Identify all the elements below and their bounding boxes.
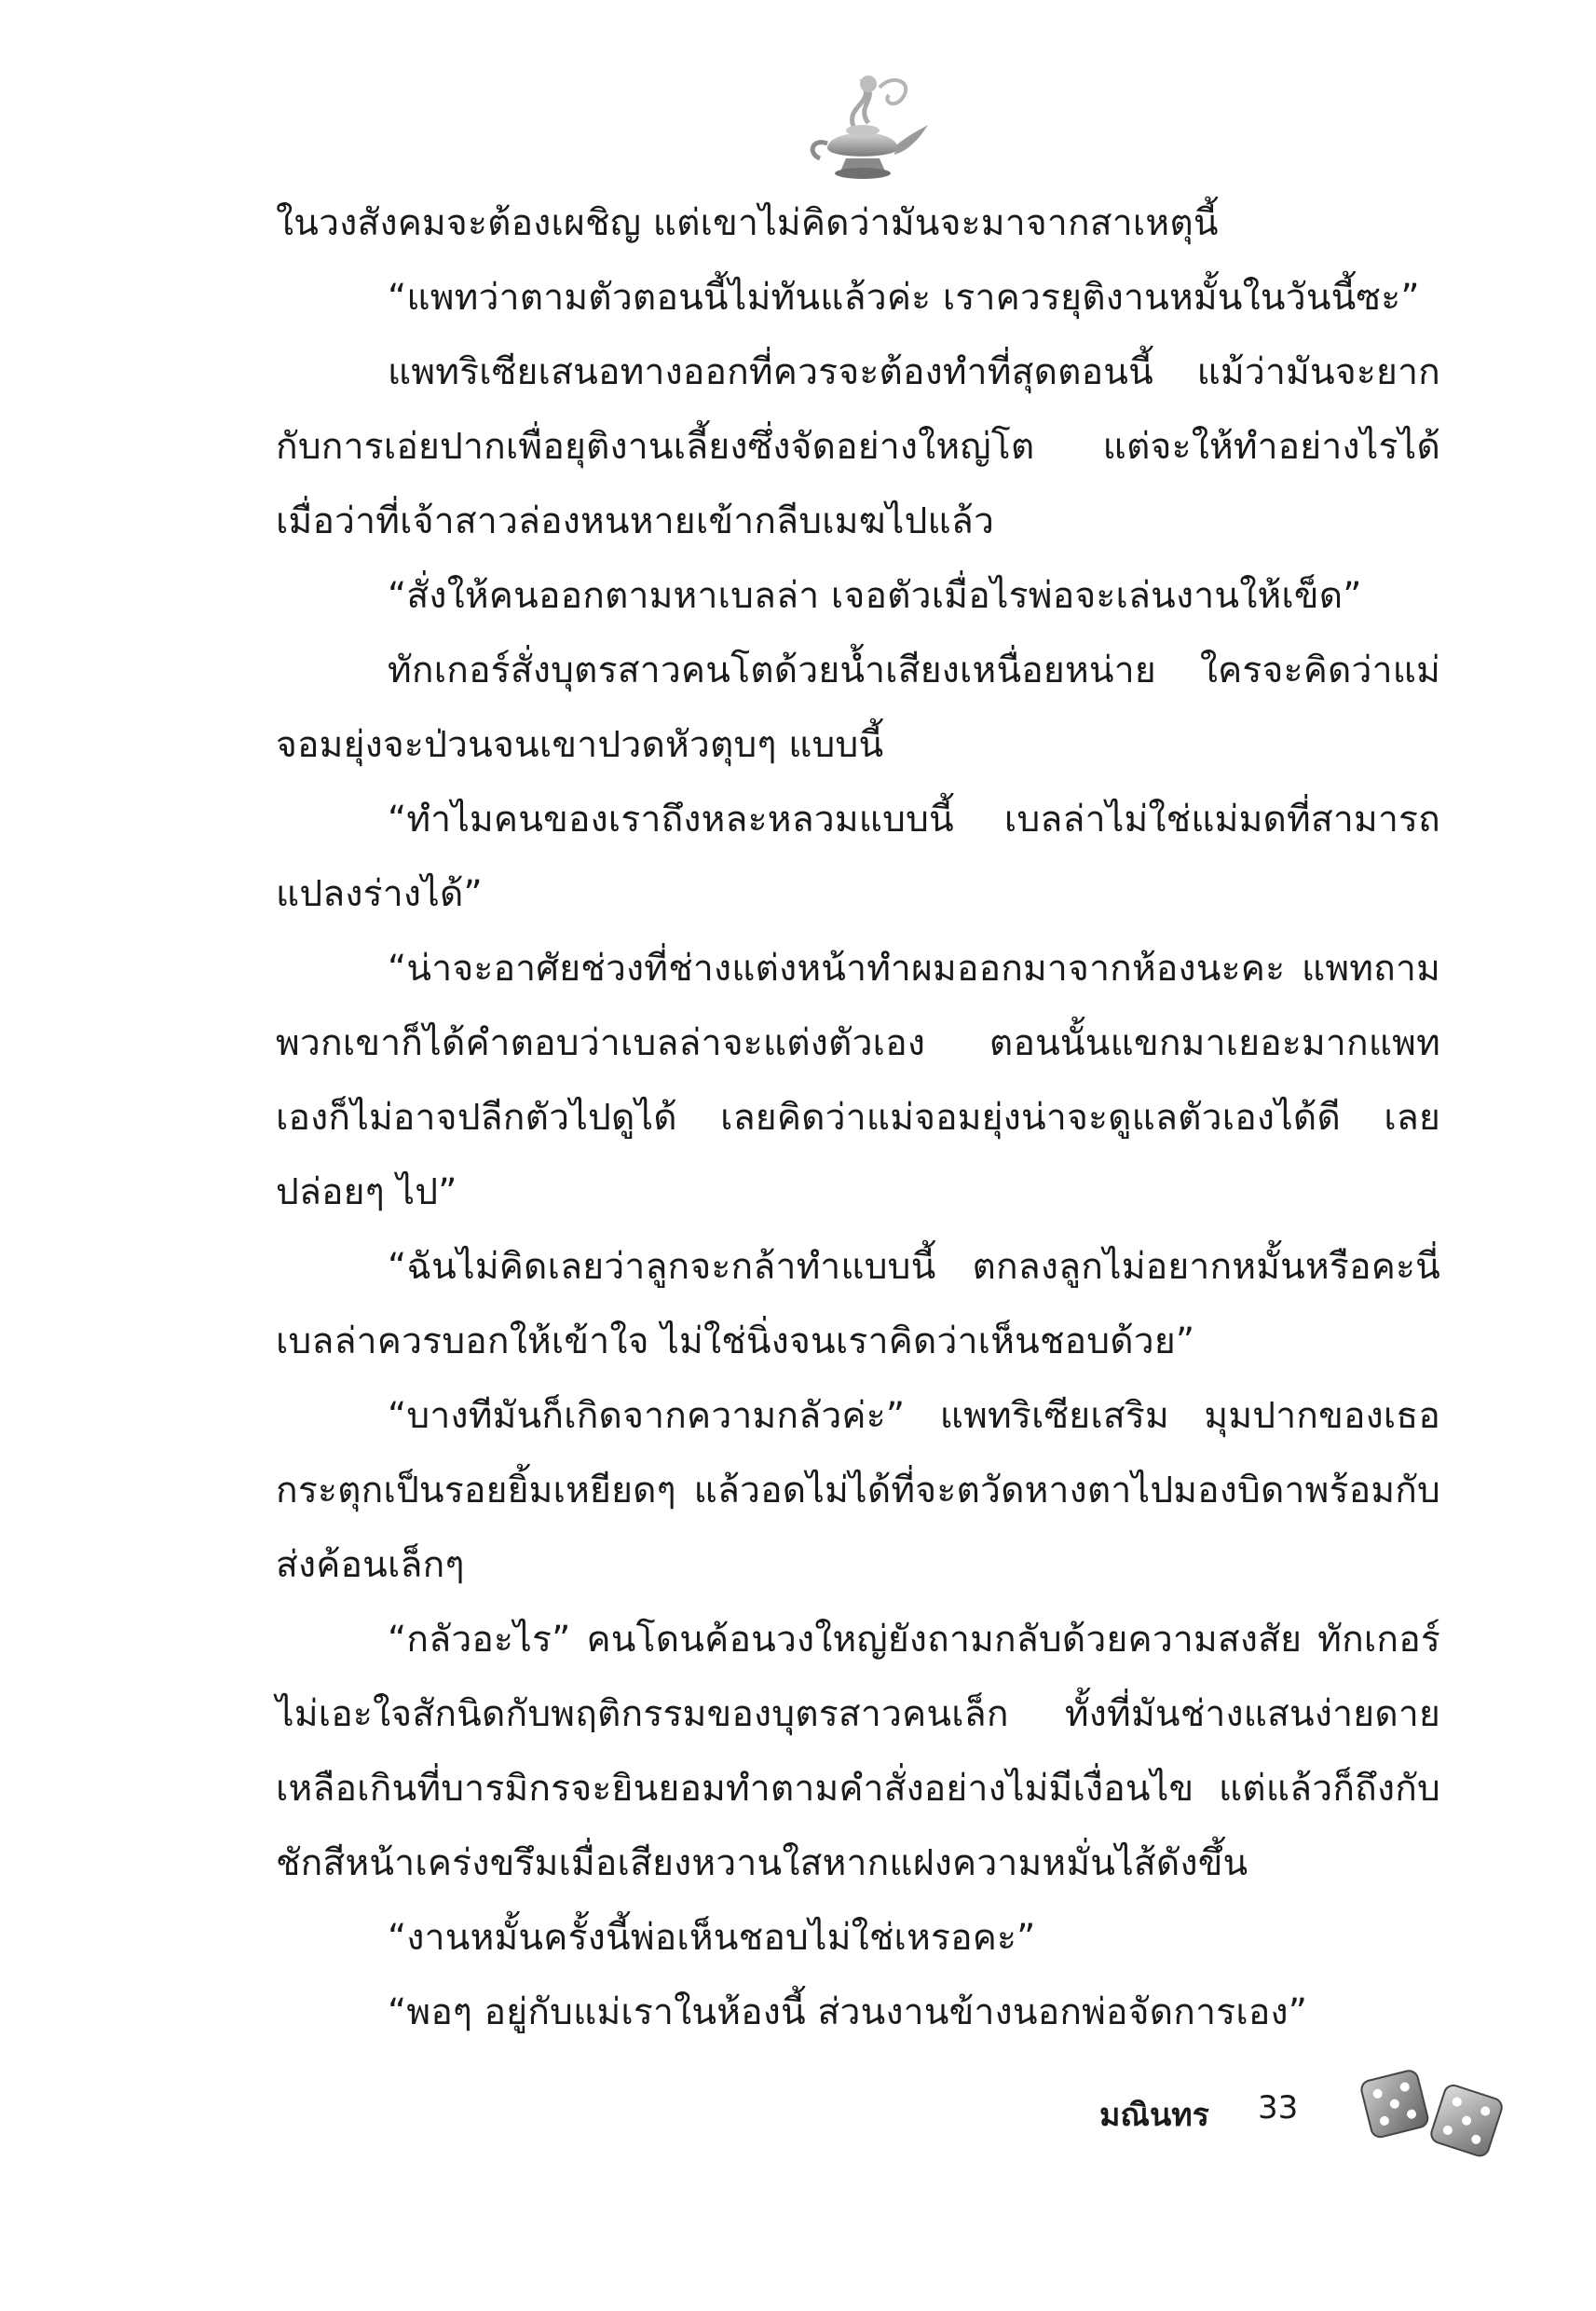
paragraph: “ฉันไม่คิดเลยว่าลูกจะกล้าทำแบบนี้ ตกลงลูกไม่อยากหมั้นหรือคะนี่เบลล่าควรบอกให้เข้าใจ ไม่ใช่นิ่งจนเราคิดว่าเห็นชอบด้วย” [276, 1246, 1440, 1362]
dice-icon [1351, 2067, 1519, 2160]
magic-lamp-icon [799, 69, 930, 190]
page-number: 33 [1258, 2089, 1299, 2126]
paragraph: “พอๆ อยู่กับแม่เราในห้องนี้ ส่วนงานข้างนอกพ่อจัดการเอง” [388, 1991, 1308, 2033]
paragraph: แพทริเซียเสนอทางออกที่ควรจะต้องทำที่สุดตอนนี้ แม้ว่ามันจะยากกับการเอ่ยปากเพื่อยุติงานเลี้ยงซึ่งจัดอย่างใหญ่โต แต่จะให้ทำอย่างไรได้เมื่อว่าที่เจ้าสาวล่องหนหายเข้ากลีบเมฆไปแล้ว [276, 351, 1440, 542]
paragraph: ในวงสังคมจะต้องเผชิญ แต่เขาไม่คิดว่ามันจะมาจากสาเหตุนี้ [276, 202, 1219, 244]
paragraph: “ทำไมคนของเราถึงหละหลวมแบบนี้ เบลล่าไม่ใช่แม่มดที่สามารถแปลงร่างได้” [276, 799, 1440, 915]
book-title: มณินทร [1099, 2097, 1209, 2134]
paragraph: “กลัวอะไร” คนโดนค้อนวงใหญ่ยังถามกลับด้วยความสงสัย ทักเกอร์ไม่เอะใจสักนิดกับพฤติกรรมของบุตรสาวคนเล็ก ทั้งที่มันช่างแสนง่ายดายเหลือเกินที่บารมิกรจะยินยอมทำตามคำสั่งอย่างไม่มีเงื่อนไข แต่แล้วก็ถึงกับชักสีหน้าเคร่งขรึมเมื่อเสียงหวานใสหากแฝงความหมั่นไส้ดังขึ้น [276, 1619, 1440, 1884]
paragraph: “สั่งให้คนออกตามหาเบลล่า เจอตัวเมื่อไรพ่อจะเล่นงานให้เข็ด” [388, 575, 1362, 617]
page-footer [1099, 2067, 1519, 2151]
paragraph: “แพทว่าตามตัวตอนนี้ไม่ทันแล้วค่ะ เราควรยุติงานหมั้นในวันนี้ซะ” [388, 277, 1420, 319]
paragraph: “บางทีมันก็เกิดจากความกลัวค่ะ” แพทริเซียเสริม มุมปากของเธอกระตุกเป็นรอยยิ้มเหยียดๆ แล้วอดไม่ได้ที่จะตวัดหางตาไปมองบิดาพร้อมกับส่งค้อนเล็กๆ [276, 1395, 1440, 1586]
paragraph: ทักเกอร์สั่งบุตรสาวคนโตด้วยน้ำเสียงเหนื่อยหน่าย ใครจะคิดว่าแม่จอมยุ่งจะป่วนจนเขาปวดหัวตุบๆ แบบนี้ [276, 650, 1440, 766]
paragraph: “น่าจะอาศัยช่วงที่ช่างแต่งหน้าทำผมออกมาจากห้องนะคะ แพทถามพวกเขาก็ได้คำตอบว่าเบลล่าจะแต่งตัวเอง ตอนนั้นแขกมาเยอะมากแพทเองก็ไม่อาจปลีกตัวไปดูได้ เลยคิดว่าแม่จอมยุ่งน่าจะดูแลตัวเองได้ดี เลยปล่อยๆ ไป” [276, 948, 1440, 1213]
body-text [276, 186, 1440, 2050]
paragraph: “งานหมั้นครั้งนี้พ่อเห็นชอบไม่ใช่เหรอคะ” [388, 1917, 1036, 1959]
